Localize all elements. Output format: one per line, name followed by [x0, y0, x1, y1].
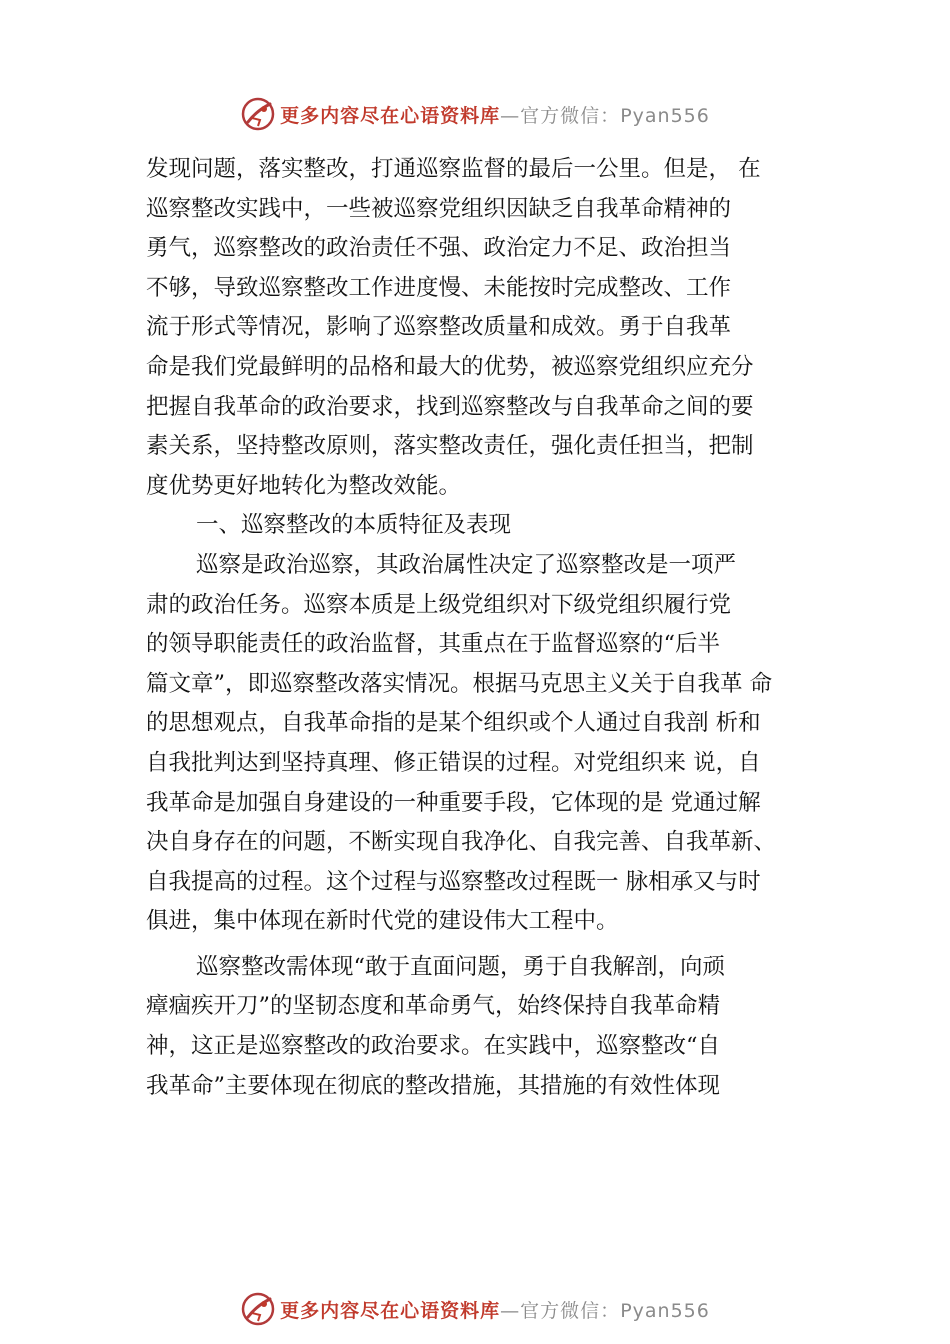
footer-wechat-id: Pyan556 [620, 1299, 710, 1322]
header-wechat-label: 官方微信： [520, 104, 621, 127]
body-line: 自我提高的过程。这个过程与巡察整改过程既一 脉相承又与时 [146, 868, 761, 895]
body-line: 篇文章”，即巡察整改落实情况。根据马克思主义关于自我革 命 [146, 670, 773, 697]
body-line: 勇气，巡察整改的政治责任不强、政治定力不足、政治担当 [146, 235, 732, 262]
header-banner [0, 92, 950, 136]
header-dash: — [500, 104, 521, 127]
body-line: 发现问题，落实整改，打通巡察监督的最后一公里。但是， 在 [146, 156, 761, 182]
body-line: 把握自我革命的政治要求，找到巡察整改与自我革命之间的要 [146, 393, 754, 420]
section-heading: 一、巡察整改的本质特征及表现 [196, 512, 512, 539]
brand-logo-icon [240, 96, 276, 132]
header-brand-text: 更多内容尽在心语资料库 [280, 104, 501, 127]
body-line: 命是我们党最鲜明的品格和最大的优势，被巡察党组织应充分 [146, 353, 754, 380]
body-line: 我革命是加强自身建设的一种重要手段，它体现的是 党通过解 [146, 789, 761, 816]
brand-logo-icon [240, 1291, 276, 1327]
body-line: 我革命”主要体现在彻底的整改措施，其措施的有效性体现 [146, 1072, 721, 1099]
footer-wechat-label: 官方微信： [520, 1299, 621, 1322]
body-line: 瘴痼疾开刀”的坚韧态度和革命勇气，始终保持自我革命精 [146, 993, 721, 1020]
footer-dash: — [500, 1299, 521, 1322]
body-line: 巡察整改需体现“敢于直面问题，勇于自我解剖，向顽 [196, 953, 726, 980]
body-line: 神，这正是巡察整改的政治要求。在实践中，巡察整改“自 [146, 1033, 721, 1060]
header-text [280, 101, 710, 128]
footer-brand-text: 更多内容尽在心语资料库 [280, 1299, 501, 1322]
footer-text [280, 1296, 710, 1323]
body-line: 度优势更好地转化为整改效能。 [146, 472, 462, 499]
header-wechat-id: Pyan556 [620, 104, 710, 127]
body-line: 俱进，集中体现在新时代党的建设伟大工程中。 [146, 908, 619, 935]
body-line: 流于形式等情况，影响了巡察整改质量和成效。勇于自我革 [146, 314, 732, 341]
body-line: 巡察整改实践中，一些被巡察党组织因缺乏自我革命精神的 [146, 195, 732, 222]
body-line: 的领导职能责任的政治监督，其重点在于监督巡察的“后半 [146, 631, 721, 658]
body-line: 素关系，坚持整改原则，落实整改责任，强化责任担当，把制 [146, 433, 754, 460]
body-line: 自我批判达到坚持真理、修正错误的过程。对党组织来 说，自 [146, 749, 761, 776]
body-line: 巡察是政治巡察，其政治属性决定了巡察整改是一项严 [196, 551, 737, 578]
body-line: 不够，导致巡察整改工作进度慢、未能按时完成整改、工作 [146, 274, 732, 301]
body-line: 决自身存在的问题，不断实现自我净化、自我完善、自我革新、 [146, 829, 777, 856]
footer-banner [0, 1287, 950, 1331]
body-line: 肃的政治任务。巡察本质是上级党组织对下级党组织履行党 [146, 591, 732, 618]
document-body [146, 150, 836, 1106]
body-line: 的思想观点，自我革命指的是某个组织或个人通过自我剖 析和 [146, 710, 761, 737]
